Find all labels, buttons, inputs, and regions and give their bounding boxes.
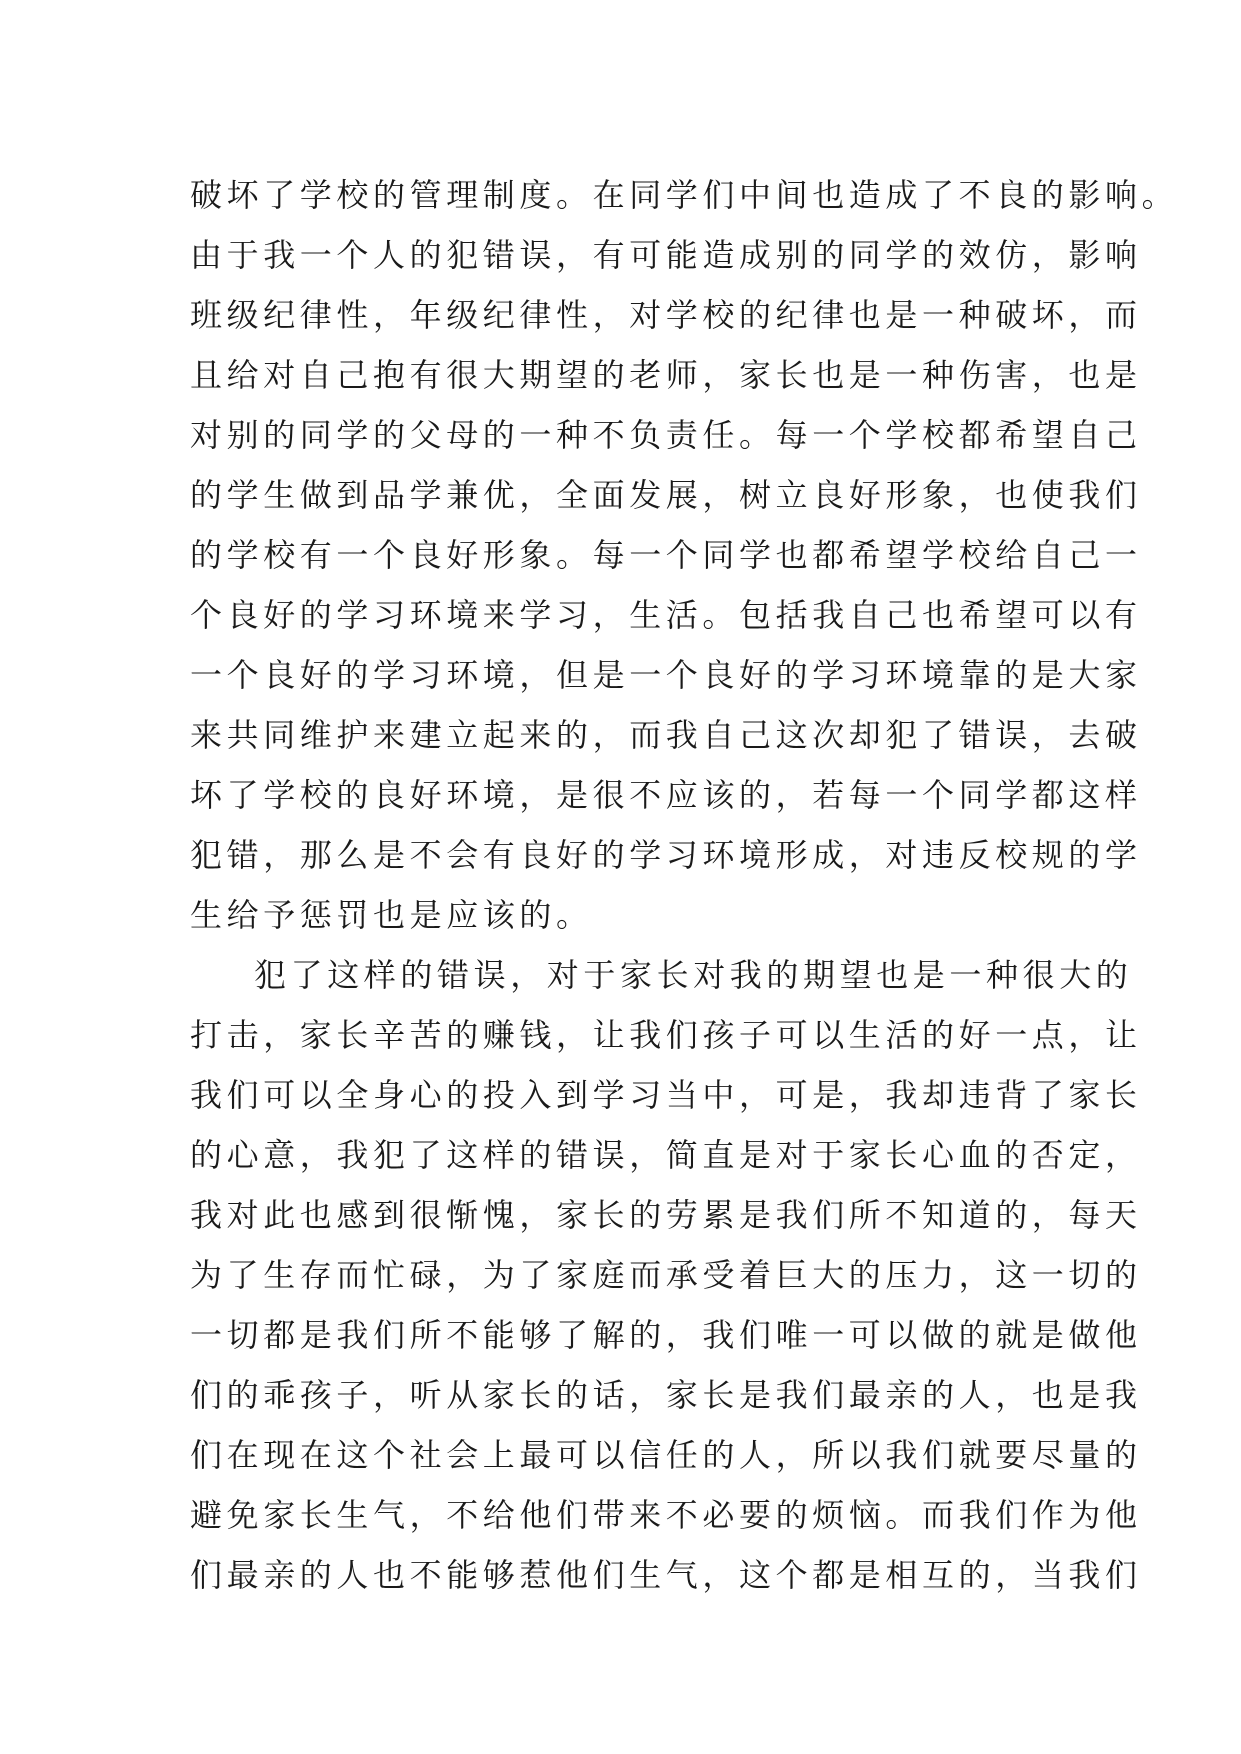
text-line: 为了生存而忙碌，为了家庭而承受着巨大的压力，这一切的 [190, 1256, 1142, 1294]
text-line: 破坏了学校的管理制度。在同学们中间也造成了不良的影响。 [190, 176, 1179, 214]
text-line: 我对此也感到很惭愧，家长的劳累是我们所不知道的，每天 [190, 1196, 1142, 1234]
body-text [190, 165, 1179, 1605]
text-line: 犯错，那么是不会有良好的学习环境形成，对违反校规的学 [190, 836, 1142, 874]
text-line: 且给对自己抱有很大期望的老师，家长也是一种伤害，也是 [190, 356, 1142, 394]
text-line: 们在现在这个社会上最可以信任的人，所以我们就要尽量的 [190, 1436, 1142, 1474]
text-line: 一切都是我们所不能够了解的，我们唯一可以做的就是做他 [190, 1316, 1142, 1354]
text-line: 由于我一个人的犯错误，有可能造成别的同学的效仿，影响 [190, 236, 1142, 274]
text-line: 一个良好的学习环境，但是一个良好的学习环境靠的是大家 [190, 656, 1142, 694]
text-line: 们最亲的人也不能够惹他们生气，这个都是相互的，当我们 [190, 1556, 1142, 1594]
text-line: 对别的同学的父母的一种不负责任。每一个学校都希望自己 [190, 416, 1142, 454]
text-line: 班级纪律性，年级纪律性，对学校的纪律也是一种破坏，而 [190, 296, 1142, 334]
text-line: 来共同维护来建立起来的，而我自己这次却犯了错误，去破 [190, 716, 1142, 754]
text-line: 个良好的学习环境来学习，生活。包括我自己也希望可以有 [190, 596, 1142, 634]
text-line: 避免家长生气，不给他们带来不必要的烦恼。而我们作为他 [190, 1496, 1142, 1534]
text-line: 们的乖孩子，听从家长的话，家长是我们最亲的人，也是我 [190, 1376, 1142, 1414]
text-line: 生给予惩罚也是应该的。 [190, 896, 593, 934]
text-line: 我们可以全身心的投入到学习当中，可是，我却违背了家长 [190, 1076, 1142, 1114]
paragraph-first-line: 犯了这样的错误，对于家长对我的期望也是一种很大的 [254, 956, 1133, 994]
text-line: 打击，家长辛苦的赚钱，让我们孩子可以生活的好一点，让 [190, 1016, 1142, 1054]
text-line: 的学生做到品学兼优，全面发展，树立良好形象，也使我们 [190, 476, 1142, 514]
text-line: 的学校有一个良好形象。每一个同学也都希望学校给自己一 [190, 536, 1142, 574]
text-line: 坏了学校的良好环境，是很不应该的，若每一个同学都这样 [190, 776, 1142, 814]
text-line: 的心意，我犯了这样的错误，简直是对于家长心血的否定， [190, 1136, 1142, 1174]
